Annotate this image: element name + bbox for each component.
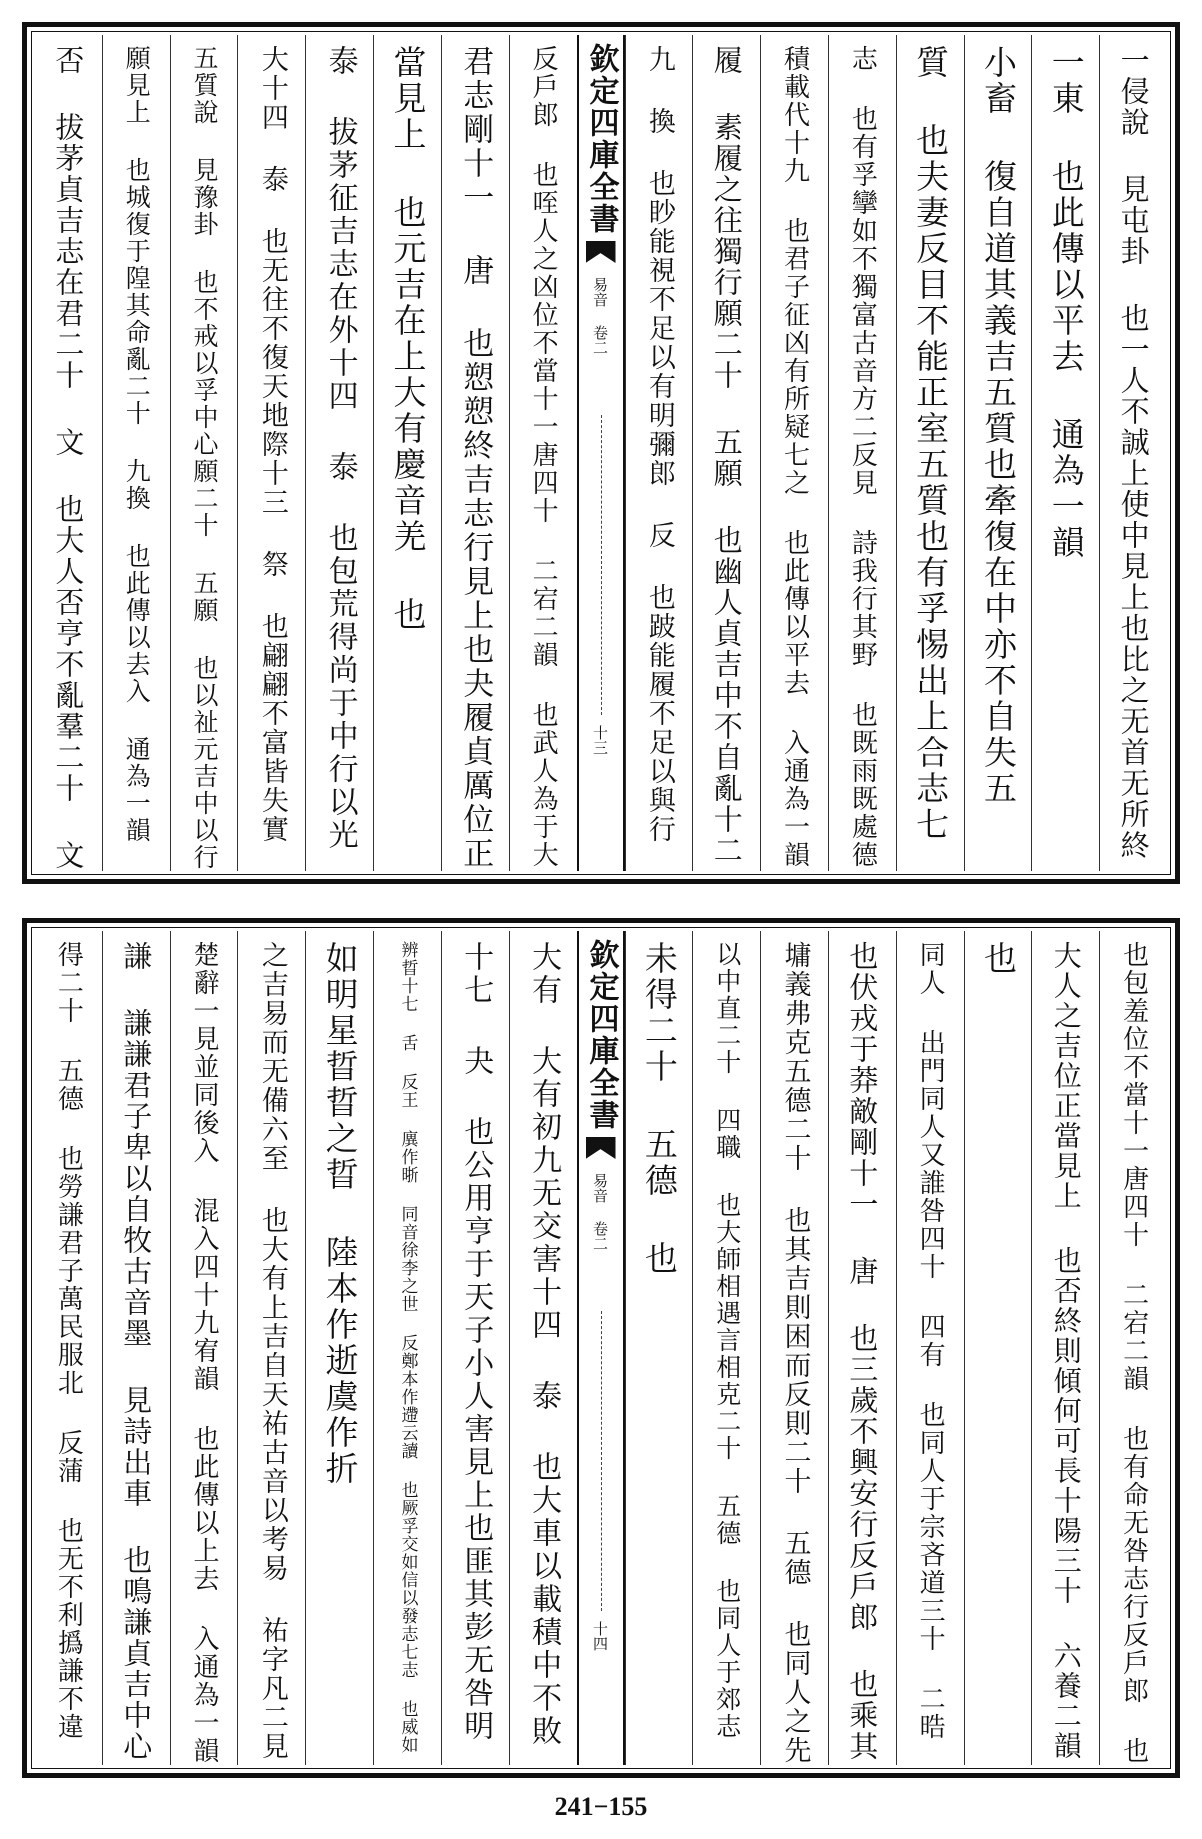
text-column <box>760 35 828 871</box>
fish-tail-mark-icon <box>584 241 618 271</box>
column-text: 小畜 復自道其義吉五質也牽復在中亦不自失五 <box>978 45 1018 807</box>
book-title: 欽定四庫全書 <box>583 43 619 235</box>
lower-page-frame <box>22 918 1180 1778</box>
column-text: 積載代十九 也君子征凶有所疑七之 也此傳以平去 入通為一韻 <box>779 45 810 869</box>
text-column <box>102 931 170 1765</box>
column-text: 君志剛十一 唐 也愬愬終吉志行見上也夬履貞厲位正 <box>457 45 494 871</box>
book-title: 欽定四庫全書 <box>583 939 619 1131</box>
text-column <box>1099 931 1167 1765</box>
column-text: 楚辭一見並同後入 混入四十九宥韻 也此傳以上去 入通為一韻 <box>189 941 220 1765</box>
text-column <box>1031 931 1099 1765</box>
column-text: 否 拔茅貞吉志在君二十 文 也大人否亨不亂羣二十 文 <box>51 45 86 871</box>
text-column <box>964 35 1032 871</box>
text-column <box>237 35 305 871</box>
center-fold-margin <box>577 931 625 1765</box>
text-column <box>1099 35 1167 871</box>
column-text: 五質說 見豫卦 也不戒以孚中心願二十 五願 也以祉元吉中以行 <box>190 45 220 871</box>
page-number: 十三 <box>591 725 609 755</box>
column-text: 也伏戎于莽敵剛十一 唐 也三歲不興安行反戶郎 也乘其 <box>845 941 880 1762</box>
text-column <box>102 35 170 871</box>
text-column <box>35 931 102 1765</box>
column-text: 願見上 也城復于隍其命亂二十 九換 也此傳以去入 通為一韻 <box>122 45 152 844</box>
column-text: 反戶郎 也咥人之凶位不當十一唐四十 二宕二韻 也武人為于大 <box>528 45 559 869</box>
page-footer-number: 241−155 <box>554 1792 648 1821</box>
column-text: 未得二十 五德 也 <box>639 941 679 1277</box>
column-text: 大有 大有初九无交害十四 泰 也大車以載積中不敗 <box>526 941 562 1748</box>
column-text: 也包羞位不當十一唐四十 二宕二韻 也有命无咎志行反戶郎 也 <box>1118 941 1149 1765</box>
volume-label: 易音 卷二 <box>591 1173 609 1251</box>
column-text: 泰 拔茅征吉志在外十四 泰 也包荒得尚于中行以光 <box>322 45 358 852</box>
text-column <box>896 35 964 871</box>
text-column <box>373 35 441 871</box>
column-text: 一侵說 見屯卦 也一人不誠上使中見上也比之无首无所終 <box>1116 45 1151 861</box>
column-text: 一東 也此傳以平去 通為一韻 <box>1046 45 1086 561</box>
column-text: 也 <box>978 941 1018 977</box>
text-column <box>692 931 760 1765</box>
text-column <box>625 931 693 1765</box>
fold-line <box>601 415 603 715</box>
fish-tail-mark-icon <box>584 1137 618 1167</box>
text-column <box>964 931 1032 1765</box>
center-fold-margin <box>577 35 625 871</box>
text-column <box>305 931 373 1765</box>
text-column <box>760 931 828 1765</box>
column-text: 如明星晢晢之晢 陸本作逝虞作折 <box>320 941 360 1487</box>
text-column <box>692 35 760 871</box>
column-text: 大十四 泰 也无往不復天地際十三 祭 也翩翩不富皆失實 <box>256 45 288 844</box>
text-column <box>35 35 102 871</box>
page-number: 十四 <box>591 1621 609 1651</box>
text-column <box>1031 35 1099 871</box>
column-text: 履 素履之往獨行願二十 五願 也幽人貞吉中不自亂十二 <box>709 45 744 866</box>
column-text: 得二十 五德 也勞謙君子萬民服北 反蒲 也无不利撝謙不違 <box>53 941 84 1741</box>
column-text: 以中直二十 四職 也大師相遇言相克二十 五德 也同人于郊志 <box>712 941 742 1740</box>
column-text: 十七 夬 也公用亨于天子小人害見上也匪其彭无咎明 <box>458 941 494 1743</box>
text-column <box>509 35 577 871</box>
column-text: 辨晢十七 舌 反王 廙作晣 同音徐李之世 反鄭本作遰云讀 也厥孚交如信以發志七志 也威如 <box>397 941 418 1754</box>
column-text: 大人之吉位正當見上 也否終則傾何可長十陽三十 六養二韻 <box>1049 941 1083 1761</box>
text-column <box>625 35 693 871</box>
text-column <box>170 931 238 1765</box>
column-text: 之吉易而无備六至 也大有上吉自天祐古音以考易 祐字凡二見 <box>256 941 288 1761</box>
text-column <box>170 35 238 871</box>
column-text: 質 也夫妻反目不能正室五質也有孚惕出上合志七 <box>911 45 951 843</box>
column-text: 謙 謙謙君子卑以自牧古音墨 見詩出車 也鳴謙貞吉中心 <box>119 941 154 1762</box>
column-text: 志 也有孚攣如不獨富古音方二反見 詩我行其野 也既雨既處德 <box>847 45 878 869</box>
text-column <box>441 35 509 871</box>
column-text: 同人 出門同人又誰咎四十 四有 也同人于宗吝道三十 二晧 <box>915 941 946 1741</box>
column-text: 九 換 也眇能視不足以有明彌郎 反 也跛能履不足以與行 <box>643 45 675 844</box>
column-text: 當見上 也元吉在上大有慶音羌 也 <box>388 45 428 633</box>
column-text: 墉義弗克五德二十 也其吉則困而反則二十 五德 也同人之先 <box>779 941 811 1765</box>
lower-columns <box>35 931 1167 1765</box>
text-column <box>305 35 373 871</box>
upper-page-frame <box>22 22 1180 884</box>
text-column <box>237 931 305 1765</box>
text-column <box>373 931 441 1765</box>
text-column <box>509 931 577 1765</box>
upper-columns <box>35 35 1167 871</box>
volume-label: 易音 卷二 <box>591 277 609 355</box>
text-column <box>441 931 509 1765</box>
fold-line <box>601 1311 603 1611</box>
text-column <box>896 931 964 1765</box>
text-column <box>828 931 896 1765</box>
text-column <box>828 35 896 871</box>
